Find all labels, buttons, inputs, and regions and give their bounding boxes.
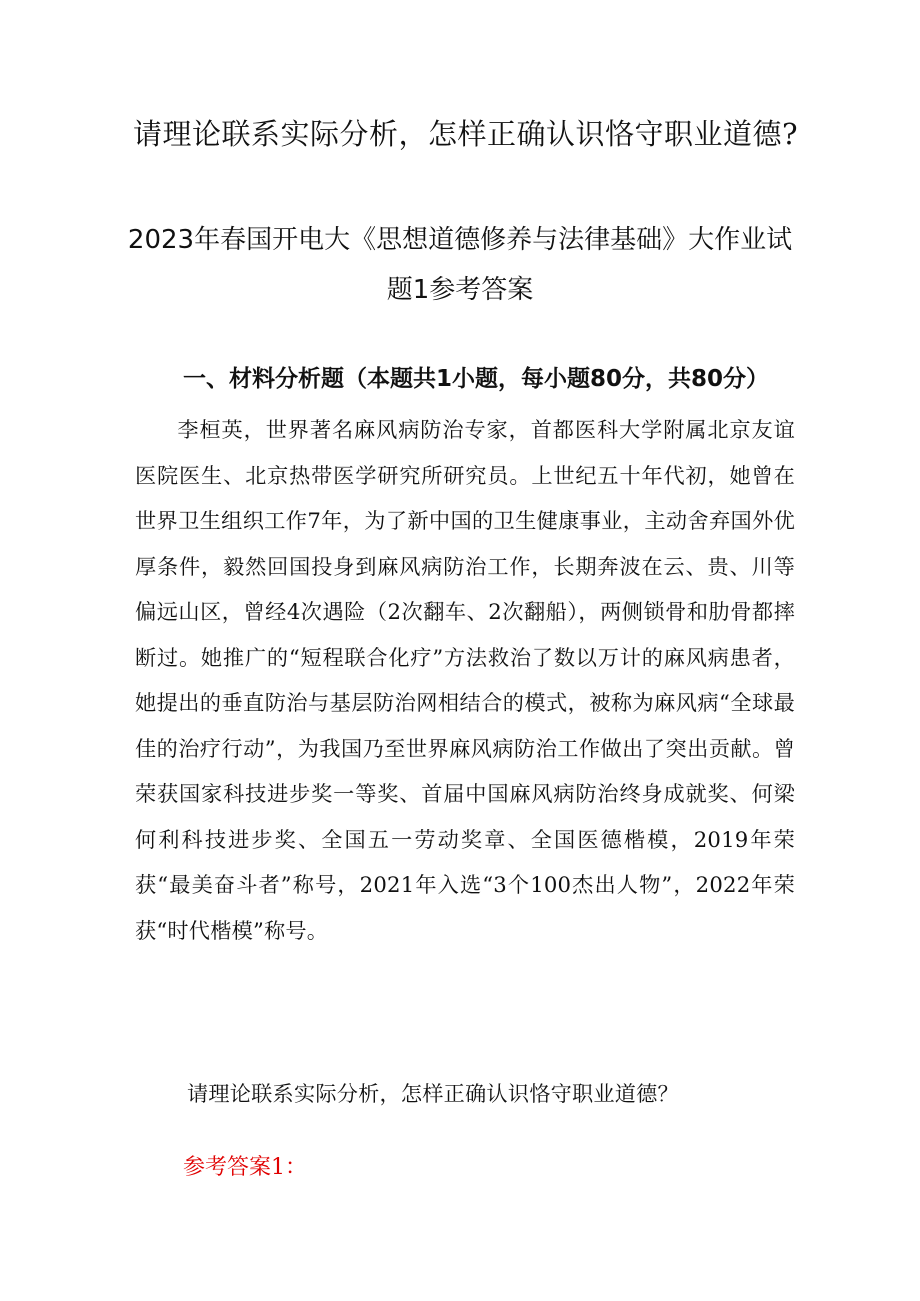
section-heading: 一、材料分析题（本题共1小题，每小题80分，共80分）: [183, 366, 770, 392]
top-heading: 请理论联系实际分析，怎样正确认识恪守职业道德?: [133, 117, 799, 151]
question-text: 请理论联系实际分析，怎样正确认识恪守职业道德？: [187, 1081, 679, 1106]
document-title-line-1: 2023年春国开电大《思想道德修养与法律基础》大作业试: [127, 225, 793, 255]
answer-label: 参考答案1：: [183, 1155, 307, 1180]
material-paragraph: 李桓英，世界著名麻风病防治专家，首都医科大学附属北京友谊医院医生、北京热带医学研究所研究员。上世纪五十年代初，她曾在世界卫生组织工作7年，为了新中国的卫生健康事业，主动舍弃国外优厚条件，毅然回国投身到麻风病防治工作，长期奔波在云、贵、川等偏远山区，曾经4次遇险（2次翻车、2次翻船），两侧锁骨和肋骨都摔断过。她推广的“短程联合化疗”方法救治了数以万计的麻风病患者，她提出的垂直防治与基层防治网相结合的模式，被称为麻风病“全球最佳的治疗行动”，为我国乃至世界麻风病防治工作做出了突出贡献。曾荣获国家科技进步奖一等奖、首届中国麻风病防治终身成就奖、何梁何利科技进步奖、全国五一劳动奖章、全国医德楷模，2019年荣获“最美奋斗者”称号，2021年入选“3个100杰出人物”，2022年荣获“时代楷模”称号。: [135, 417, 795, 943]
document-title: [100, 215, 820, 315]
document-title-line-2: 题1参考答案: [386, 275, 534, 305]
